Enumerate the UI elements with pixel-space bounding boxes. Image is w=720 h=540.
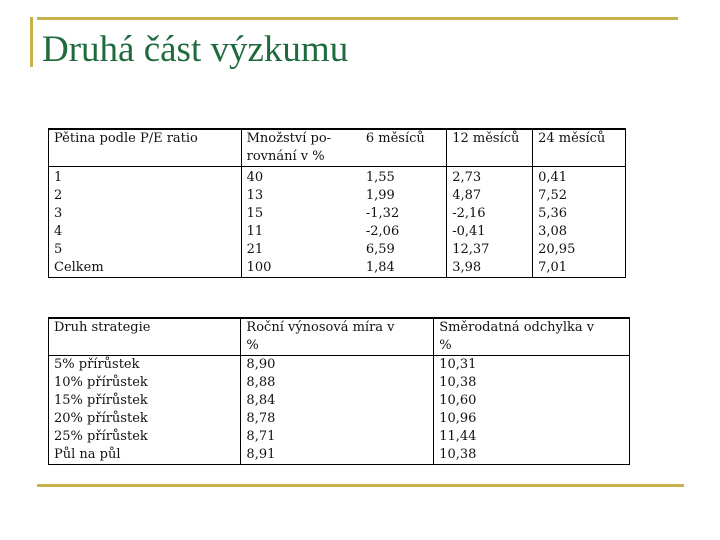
- header-cell: Směrodatná odchylka v %: [434, 318, 630, 356]
- table-row: [49, 187, 626, 205]
- header-cell: Pětina podle P/E ratio: [49, 129, 242, 167]
- table-cell: 10,96: [434, 410, 630, 428]
- table-cell: 8,91: [241, 446, 434, 465]
- header-cell: 6 měsíců: [361, 129, 447, 167]
- table-cell: 100: [241, 259, 361, 278]
- table-cell: 11,44: [434, 428, 630, 446]
- table-cell: 8,90: [241, 356, 434, 375]
- table-row: [49, 356, 630, 375]
- table-cell: 40: [246, 170, 264, 185]
- table-row: [49, 392, 630, 410]
- table-row: [49, 446, 630, 465]
- header-cell: Druh strategie: [49, 318, 241, 356]
- table-cell: 1: [49, 169, 242, 187]
- table-cell: 4,87: [447, 187, 533, 205]
- table-cell: -1,32: [361, 205, 447, 223]
- table-cell: 6,59: [361, 241, 447, 259]
- table-cell: 1,55: [361, 169, 447, 187]
- table-cell: 5: [49, 241, 242, 259]
- table-cell: 10,38: [434, 446, 630, 465]
- frame-line-bottom: [37, 484, 684, 487]
- table-cell: Půl na půl: [49, 446, 241, 465]
- table-cell: 0,41: [533, 169, 626, 187]
- table-cell: Celkem: [49, 259, 242, 278]
- table-cell: 11: [246, 224, 264, 239]
- header-cell: 24 měsíců: [533, 129, 626, 167]
- table-cell: -0,41: [447, 223, 533, 241]
- table-row: [49, 428, 630, 446]
- table-cell: 10,38: [434, 374, 630, 392]
- table-row: [49, 205, 626, 223]
- table-row: [49, 410, 630, 428]
- table-cell: 7,01: [533, 259, 626, 278]
- table-cell: 13: [246, 188, 264, 203]
- frame-line-top: [37, 17, 678, 20]
- table-row: [49, 223, 626, 241]
- table-cell: 10% přírůstek: [49, 374, 241, 392]
- header-cell: 12 měsíců: [447, 129, 533, 167]
- table-cell: 1,84: [361, 259, 447, 278]
- strategy-table: [48, 317, 630, 465]
- table-cell: 8,84: [241, 392, 434, 410]
- table-cell: -2,06: [361, 223, 447, 241]
- frame-line-left: [30, 17, 33, 67]
- table-header-row: [49, 318, 630, 356]
- table-cell: 20% přírůstek: [49, 410, 241, 428]
- table-row: [49, 374, 630, 392]
- table-cell: 8,88: [241, 374, 434, 392]
- header-cell: Roční výnosová míra v %: [241, 318, 434, 356]
- slide-title: Druhá část výzkumu: [42, 29, 349, 70]
- table-cell: 5% přírůstek: [49, 356, 241, 375]
- table-row: [49, 169, 626, 187]
- table-cell: 3,98: [447, 259, 533, 278]
- table-cell: 21: [246, 242, 264, 257]
- table-cell: 7,52: [533, 187, 626, 205]
- table-cell: 10,31: [434, 356, 630, 375]
- table-cell: 2,73: [447, 169, 533, 187]
- table-cell: 15: [246, 206, 264, 221]
- table-cell: 4: [49, 223, 242, 241]
- table-cell: 3: [49, 205, 242, 223]
- table-cell: 25% přírůstek: [49, 428, 241, 446]
- table-row: [49, 241, 626, 259]
- table-cell: 12,37: [447, 241, 533, 259]
- table-cell: 8,78: [241, 410, 434, 428]
- table-cell: -2,16: [447, 205, 533, 223]
- header-cell: Množství po- rovnání v %: [241, 129, 361, 167]
- table-cell: 20,95: [533, 241, 626, 259]
- table-cell: 2: [49, 187, 242, 205]
- table-cell: 1,99: [361, 187, 447, 205]
- table-header-row: [49, 129, 626, 167]
- table-cell: 5,36: [533, 205, 626, 223]
- table-cell: 3,08: [533, 223, 626, 241]
- table-cell: 15% přírůstek: [49, 392, 241, 410]
- table-row: [49, 259, 626, 278]
- table-cell: 8,71: [241, 428, 434, 446]
- pe-ratio-table: [48, 128, 626, 278]
- table-cell: 10,60: [434, 392, 630, 410]
